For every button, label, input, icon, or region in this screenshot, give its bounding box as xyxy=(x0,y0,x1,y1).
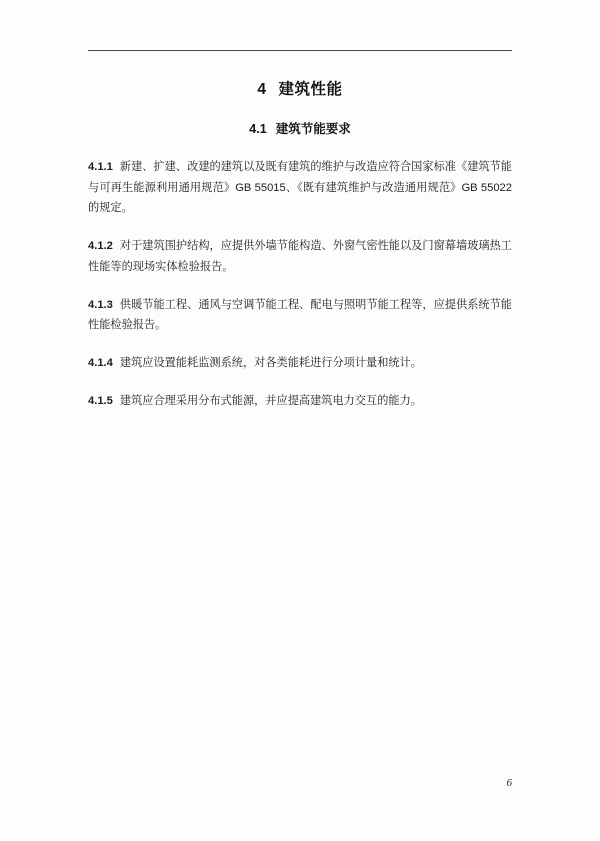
clause-number: 4.1.2 xyxy=(88,240,113,253)
chapter-title-text: 建筑性能 xyxy=(278,81,343,98)
clause-text: 供暖节能工程、通风与空调节能工程、配电与照明节能工程等，应提供系统节能性能检验报告。 xyxy=(88,298,512,332)
clause-paragraph xyxy=(88,391,512,412)
clause-text: 建筑应合理采用分布式能源，并应提高建筑电力交互的能力。 xyxy=(119,394,422,407)
clause-number: 4.1.4 xyxy=(88,357,113,370)
section-title-text: 建筑节能要求 xyxy=(275,122,351,136)
clause-text: 建筑应设置能耗监测系统，对各类能耗进行分项计量和统计。 xyxy=(119,357,422,370)
chapter-number: 4 xyxy=(257,81,267,98)
clause-number: 4.1.5 xyxy=(88,394,113,407)
section-heading xyxy=(88,119,512,137)
page-content xyxy=(88,50,512,428)
clause-text: 对于建筑围护结构，应提供外墙节能构造、外窗气密性能以及门窗幕墙玻璃热工性能等的现场实体检验报告。 xyxy=(88,240,512,273)
clause-number: 4.1.3 xyxy=(88,298,113,311)
clause-text: 新建、扩建、改建的建筑以及既有建筑的维护与改造应符合国家标准《建筑节能与可再生能源利用通用规范》GB 55015、《既有建筑维护与改造通用规范》GB 55022 的规定。 xyxy=(88,161,512,215)
clause-paragraph xyxy=(88,236,512,277)
clause-paragraph xyxy=(88,157,512,219)
clause-paragraph xyxy=(88,295,512,336)
chapter-heading xyxy=(88,77,512,99)
clause-number: 4.1.1 xyxy=(88,161,113,173)
section-number: 4.1 xyxy=(249,122,267,136)
page-number: 6 xyxy=(506,777,512,789)
header-rule xyxy=(88,50,512,51)
clause-paragraph xyxy=(88,353,512,374)
